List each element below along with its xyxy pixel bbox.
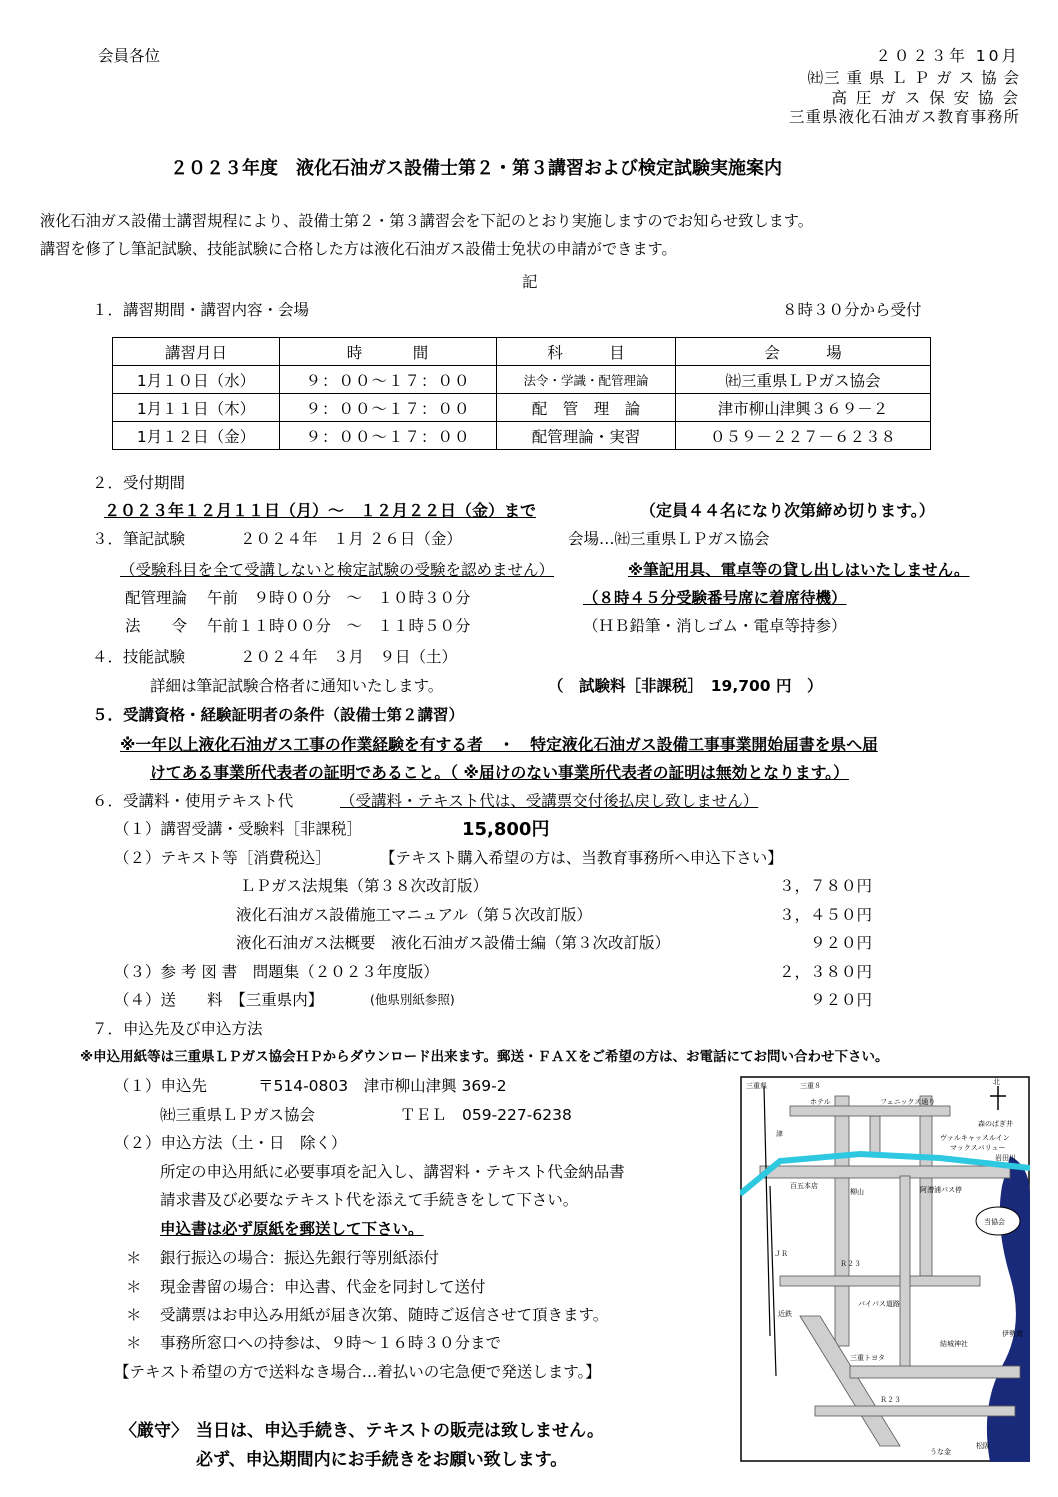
dest-address: 〒514-0803 津市柳山津興 369-2 [258, 1077, 507, 1095]
schedule-table [112, 337, 931, 450]
rental-note: ※筆記用具、電卓等の貸し出しはいたしません。 [628, 561, 970, 579]
download-notice: ※申込用紙等は三重県ＬＰガス協会ＨＰからダウンロード出来ます。郵送・ＦＡＸをご希望の方は、お電話にてお問い合わせ下さい。 [80, 1049, 889, 1065]
practical-exam-detail: 詳細は筆記試験合格者に通知いたします。 [150, 677, 444, 695]
exam-time-2: 午前１１時００分 ～ １１時５０分 [207, 617, 471, 635]
map-label: バイパス道路 [858, 1300, 900, 1308]
access-map [740, 1076, 1030, 1462]
method-line-3: 申込書は必ず原紙を郵送して下さい。 [160, 1220, 424, 1238]
table-row [113, 366, 931, 394]
map-label: マックスバリュー [950, 1144, 1006, 1152]
issuer-2: 高 圧 ガ ス 保 安 協 会 [831, 89, 1020, 107]
method-line-2: 請求書及び必要なテキスト代を添えて手続きをして下さい。 [160, 1191, 579, 1209]
fee-item-4-note: (他県別紙参照) [370, 992, 455, 1007]
exam-subject-2: 法 令 [125, 617, 188, 635]
written-exam-note: （受験科目を全て受講しないと検定試験の受験を認めません） [120, 561, 555, 579]
map-label: Ｒ２３ [840, 1260, 861, 1268]
map-label: 津 [776, 1130, 783, 1138]
map-label: 三重トヨタ [850, 1354, 885, 1362]
fee-item-2-label: （２）テキスト等［消費税込］ [114, 849, 331, 867]
fee-item-1-label: （１）講習受講・受験料［非課税］ [114, 820, 363, 838]
table-row [113, 394, 931, 422]
cell-venue: 津市柳山津興３６９－２ [676, 394, 931, 422]
recipient: 会員各位 [98, 47, 161, 65]
text-item-price: ９２０円 [809, 934, 872, 952]
map-label: Ｒ２３ [880, 1396, 901, 1404]
text-item-name: 液化石油ガス法概要 液化石油ガス設備士編（第３次改訂版） [236, 934, 671, 952]
dest-label: （１）申込先 [114, 1077, 208, 1095]
fee-item-3-price: ２，３８０円 [778, 963, 872, 981]
cell-time: ９：００～１７：００ [280, 422, 497, 450]
th-venue: 会 場 [676, 338, 931, 366]
method-label: （２）申込方法（土・日 除く） [114, 1134, 347, 1152]
dest-org: ㈳三重県ＬＰガス協会 [160, 1106, 316, 1124]
strict-label: 〈厳守〉 [120, 1421, 188, 1441]
bullet-item: 受講票はお申込み用紙が届き次第、随時ご返信させて頂きます。 [160, 1306, 609, 1324]
text-item-price: ３，７８０円 [778, 877, 872, 895]
fee-item-4-label: （４）送 料 【三重県内】 [114, 991, 324, 1009]
sec4-heading: ４．技能試験 [92, 648, 186, 666]
map-label: フェニックス通り [880, 1098, 936, 1106]
cell-subject: 法令・学識・配管理論 [497, 366, 676, 394]
cell-date: 1月１２日（金） [113, 422, 280, 450]
map-label: 松阪 [976, 1442, 990, 1450]
bullet-mark: ＊ [126, 1249, 142, 1267]
intro-line-2: 講習を修了し筆記試験、技能試験に合格した方は液化石油ガス設備士免状の申請ができます。 [40, 240, 677, 258]
issue-date: ２０２３年 10月 [875, 47, 1020, 65]
page-title: ２０２３年度 液化石油ガス設備士第２・第３講習および検定試験実施案内 [170, 158, 782, 179]
cell-venue: ㈳三重県ＬＰガス協会 [676, 366, 931, 394]
map-label: 三重８ [800, 1082, 821, 1090]
map-label: 阿漕浦パス停 [920, 1186, 962, 1194]
map-label: 柳山 [850, 1188, 864, 1196]
table-header-row [113, 338, 931, 366]
sec3-heading: ３．筆記試験 [92, 530, 186, 548]
text-item-price: ３，４５０円 [778, 906, 872, 924]
cell-date: 1月１０日（水） [113, 366, 280, 394]
issuer-3: 三重県液化石油ガス教育事務所 [788, 108, 1020, 126]
map-label: うな金 [930, 1448, 951, 1456]
fee-item-2-note: 【テキスト購入希望の方は、当教育事務所へ申込下さい】 [380, 849, 783, 867]
bullet-mark: ＊ [126, 1278, 142, 1296]
cell-venue: ０５９－２２７－６２３８ [676, 422, 931, 450]
shipping-note: 【テキスト希望の方で送料なき場合…着払いの宅急便で発送します。】 [114, 1363, 601, 1381]
map-label: ヴァルキャッスルイン [940, 1134, 1010, 1142]
qualification-line-1: ※一年以上液化石油ガス工事の作業経験を有する者 ・ 特定液化石油ガス設備工事事業開始届書を県へ届 [120, 735, 878, 754]
map-label: 岩田川 [995, 1154, 1016, 1162]
sec1-heading: １．講習期間・講習内容・会場 [92, 301, 310, 319]
sec6-heading: ６．受講料・使用テキスト代 [92, 792, 294, 810]
map-label: 結城神社 [940, 1340, 968, 1348]
th-time: 時 間 [280, 338, 497, 366]
practical-exam-date: ２０２４年 ３月 ９日（土） [240, 648, 458, 666]
issuer-1: ㈳三 重 県 Ｌ Ｐ ガ ス 協 会 [807, 69, 1020, 87]
reception-period: ２０２３年１２月１１日（月）～ １２月２２日（金）まで [104, 501, 537, 520]
exam-note-1: （８時４５分受験番号席に着席待機） [583, 589, 847, 607]
written-exam-date: ２０２４年 １月 ２６日（金） [240, 530, 462, 548]
capacity-note: （定員４４名になり次第締め切ります。） [640, 501, 935, 520]
map-label: ホテル [810, 1098, 831, 1106]
dest-tel: ＴＥＬ 059-227-6238 [400, 1106, 572, 1124]
map-label: 北 [993, 1078, 1000, 1086]
map-label: 森のぱぎ井 [978, 1120, 1013, 1128]
map-label: 百五本店 [790, 1182, 818, 1190]
exam-time-1: 午前 ９時００分 ～ １０時３０分 [207, 589, 471, 607]
cell-subject: 配 管 理 論 [497, 394, 676, 422]
map-label: 伊勢湾 [1002, 1330, 1023, 1338]
cell-subject: 配管理論・実習 [497, 422, 676, 450]
cell-time: ９：００～１７：００ [280, 366, 497, 394]
cell-time: ９：００～１７：００ [280, 394, 497, 422]
fee-item-3-label: （３）参 考 図 書 問題集（２０２３年度版） [114, 963, 439, 981]
exam-subject-1: 配管理論 [125, 589, 188, 607]
written-exam-venue: 会場…㈳三重県ＬＰガス協会 [568, 530, 770, 548]
exam-note-2: （ＨＢ鉛筆・消しゴム・電卓等持参） [583, 617, 847, 635]
table-row [113, 422, 931, 450]
text-item-name: ＬＰガス法規集（第３８次改訂版） [240, 877, 489, 895]
text-item-name: 液化石油ガス設備施工マニュアル（第５次改訂版） [236, 906, 592, 924]
sec2-heading: ２．受付期間 [92, 474, 186, 492]
sec5-heading: ５．受講資格・経験証明者の条件（設備士第２講習） [92, 706, 465, 724]
practical-exam-fee: （ 試験料［非課税］ 19,700 円 ） [548, 677, 823, 695]
qualification-line-2: けてある事業所代表者の証明であること。（ ※届けのない事業所代表者の証明は無効となります。） [150, 763, 849, 782]
map-label: 近鉄 [778, 1310, 792, 1318]
map-label: 当協会 [984, 1218, 1005, 1226]
intro-line-1: 液化石油ガス設備士講習規程により、設備士第２・第３講習会を下記のとおり実施しますのでお知らせ致します。 [40, 212, 813, 230]
bullet-item: 事務所窓口への持参は、９時～１６時３０分まで [160, 1334, 502, 1352]
th-date: 講習月日 [113, 338, 280, 366]
strict-line-2: 必ず、申込期間内にお手続きをお願い致します。 [196, 1450, 568, 1470]
th-subject: 科 目 [497, 338, 676, 366]
method-line-1: 所定の申込用紙に必要事項を記入し、講習料・テキスト代金納品書 [160, 1163, 625, 1181]
refund-note: （受講料・テキスト代は、受講票交付後払戻し致しません） [340, 792, 759, 810]
fee-item-1-value: 15,800円 [462, 819, 550, 840]
reception-time: ８時３０分から受付 [782, 301, 922, 319]
sec7-heading: ７．申込先及び申込方法 [92, 1020, 263, 1038]
bullet-mark: ＊ [126, 1334, 142, 1352]
fee-item-4-price: ９２０円 [809, 991, 872, 1009]
map-label: 三重県 [746, 1082, 767, 1090]
ki-mark: 記 [522, 273, 538, 291]
strict-line-1: 当日は、申込手続き、テキストの販売は致しません。 [196, 1421, 604, 1441]
bullet-mark: ＊ [126, 1306, 142, 1324]
bullet-item: 現金書留の場合：申込書、代金を同封して送付 [160, 1278, 486, 1296]
bullet-item: 銀行振込の場合：振込先銀行等別紙添付 [160, 1249, 440, 1267]
cell-date: 1月１１日（木） [113, 394, 280, 422]
map-label: ＪＲ [774, 1250, 788, 1258]
